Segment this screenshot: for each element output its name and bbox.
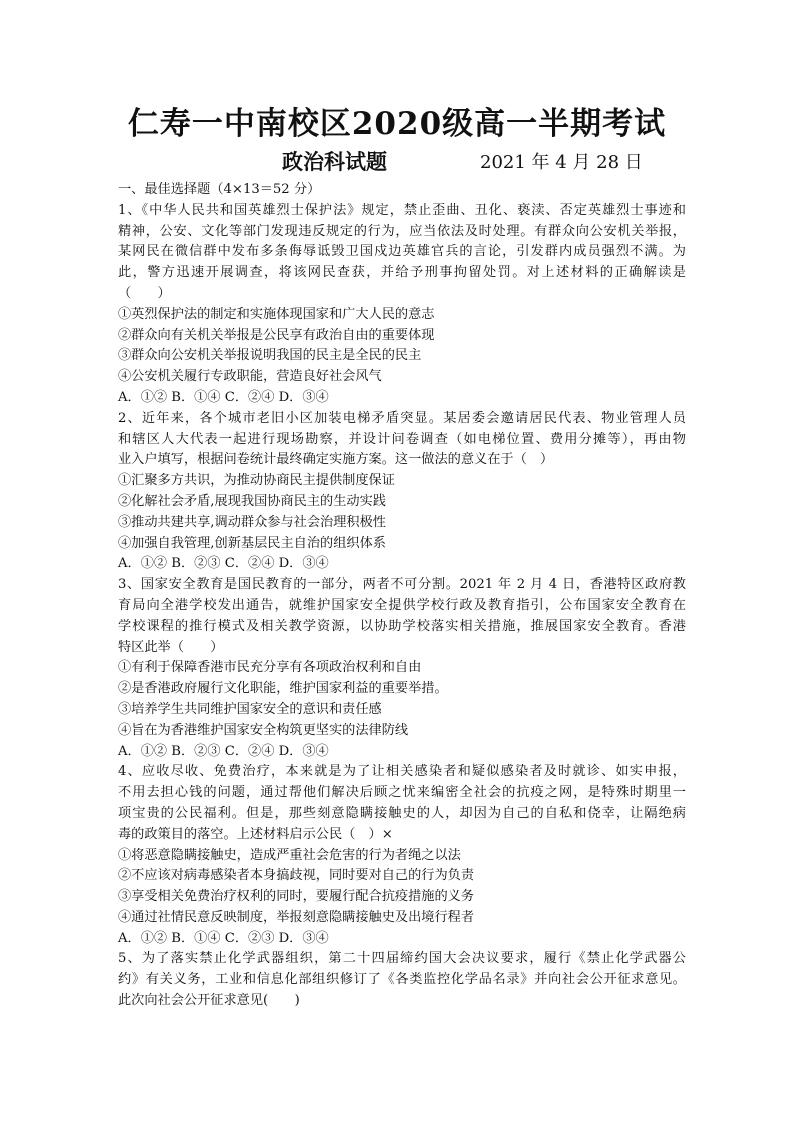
exam-title: 仁寿一中南校区2020级高一半期考试: [127, 106, 667, 142]
question-1-option: ④公安机关履行专政职能，营造良好社会风气: [118, 369, 382, 385]
question-3-option: ④旨在为香港维护国家安全构筑更坚实的法律防线: [118, 722, 409, 738]
question-1-option: ①英烈保护法的制定和实施体现国家和广大人民的意志: [118, 306, 435, 322]
question-3-option: ②是香港政府履行文化职能，维护国家利益的重要举措。: [118, 681, 448, 697]
question-4-stem-line: 毒的政策目的落空。上述材料启示公民（ ）×: [118, 826, 393, 842]
question-3-answers: A．①② B．②③ C．②④ D．③④: [118, 743, 329, 759]
section-heading: 一、最佳选择题（4×13＝52 分）: [118, 182, 321, 197]
question-4-stem-line: 项宝贵的公民福利。但是，那些刻意隐瞒接触史的人，却因为自己的自私和侥幸，让隔绝病: [118, 805, 686, 821]
question-5-stem-line: 约》有关义务，工业和信息化部组织修订了《各类监控化学品名录》并向社会公开征求意见。: [118, 972, 686, 988]
question-5-stem-line: 此次向社会公开征求意见( ): [118, 993, 300, 1009]
question-1-stem-line: 某网民在微信群中发布多条侮辱诋毁卫国戍边英雄官兵的言论，引发群内成员强烈不满。为: [118, 244, 686, 260]
question-3-option: ③培养学生共同维护国家安全的意识和责任感: [118, 701, 382, 717]
exam-date: 2021 年 4 月 28 日: [480, 152, 643, 173]
question-2-answers: A．①② B．②③ C．②④ D．③④: [118, 556, 329, 572]
question-2-stem-line: 业入户填写，根据问卷统计最终确定实施方案。这一做法的意义在于（ ）: [118, 452, 554, 468]
question-5: [118, 949, 686, 1011]
question-1: [118, 201, 686, 409]
question-4-stem-line: 不用去担心钱的问题，通过帮他们解决后顾之忧来编密全社会的抗疫之网，是特殊时期里一: [118, 785, 686, 801]
exam-subject: 政治科试题: [282, 149, 387, 174]
question-2-stem-line: 和辖区人大代表一起进行现场勘察，并设计问卷调查（如电梯位置、费用分摊等），再由物: [118, 431, 686, 447]
question-1-stem-line: 1、《中华人民共和国英雄烈士保护法》规定，禁止歪曲、丑化、亵渎、否定英雄烈士事迹和: [118, 202, 686, 218]
question-4: [118, 762, 686, 949]
question-4-option: ②不应该对病毒感染者本身搞歧视，同时要对自己的行为负责: [118, 868, 475, 884]
question-2-option: ③推动共建共享,调动群众参与社会治理积极性: [118, 514, 386, 530]
question-1-stem-line: 精神，公安、文化等部门发现违反规定的行为，应当依法及时处理。有群众向公安机关举报，: [118, 223, 686, 239]
question-1-answers: A．①② B．①④ C．②④ D．③④: [118, 389, 329, 405]
question-3-stem-line: 特区此举（ ）: [118, 639, 224, 655]
exam-content: [118, 180, 686, 1012]
question-5-stem-line: 5、为了落实禁止化学武器组织，第二十四届缔约国大会决议要求，履行《禁止化学武器公: [118, 951, 686, 967]
question-2: [118, 409, 686, 575]
question-1-stem-line: 此，警方迅速开展调查，将该网民查获，并给予刑事拘留处罚。对上述材料的正确解读是: [118, 265, 686, 281]
question-4-answers: A．①② B．①④ C．②③ D．③④: [118, 930, 329, 946]
question-4-option: ③享受相关免费治疗权利的同时，要履行配合抗疫措施的义务: [118, 889, 475, 905]
question-3-stem-line: 学校课程的推行模式及相关教学资源，以协助学校落实相关措施，推展国家安全教育。香港: [118, 618, 686, 634]
question-3-stem-line: 3、国家安全教育是国民教育的一部分，两者不可分割。2021 年 2 月 4 日，香港特区政府教: [118, 577, 686, 593]
question-3: [118, 575, 686, 762]
question-2-option: ②化解社会矛盾,展现我国协商民主的生动实践: [118, 493, 386, 509]
question-2-option: ①汇聚多方共识，为推动协商民主提供制度保证: [118, 473, 395, 489]
question-4-option: ④通过社情民意反映制度，举报刻意隐瞒接触史及出境行程者: [118, 909, 475, 925]
question-3-option: ①有利于保障香港市民充分享有各项政治权利和自由: [118, 660, 422, 676]
question-1-option: ③群众向公安机关举报说明我国的民主是全民的民主: [118, 348, 422, 364]
question-3-stem-line: 育局向全港学校发出通告，就维护国家安全提供学校行政及教育指引，公布国家安全教育在: [118, 597, 686, 613]
question-1-stem-line: （ ）: [118, 285, 171, 301]
subtitle-row: [0, 146, 794, 176]
question-2-stem-line: 2、近年来，各个城市老旧小区加装电梯矛盾突显。某居委会邀请居民代表、物业管理人员: [118, 410, 686, 426]
question-1-option: ②群众向有关机关举报是公民享有政治自由的重要体现: [118, 327, 435, 343]
question-4-option: ①将恶意隐瞒接触史，造成严重社会危害的行为者绳之以法: [118, 847, 461, 863]
question-4-stem-line: 4、应收尽收、免费治疗，本来就是为了让相关感染者和疑似感染者及时就诊、如实申报，: [118, 764, 686, 780]
question-2-option: ④加强自我管理,创新基层民主自治的组织体系: [118, 535, 386, 551]
